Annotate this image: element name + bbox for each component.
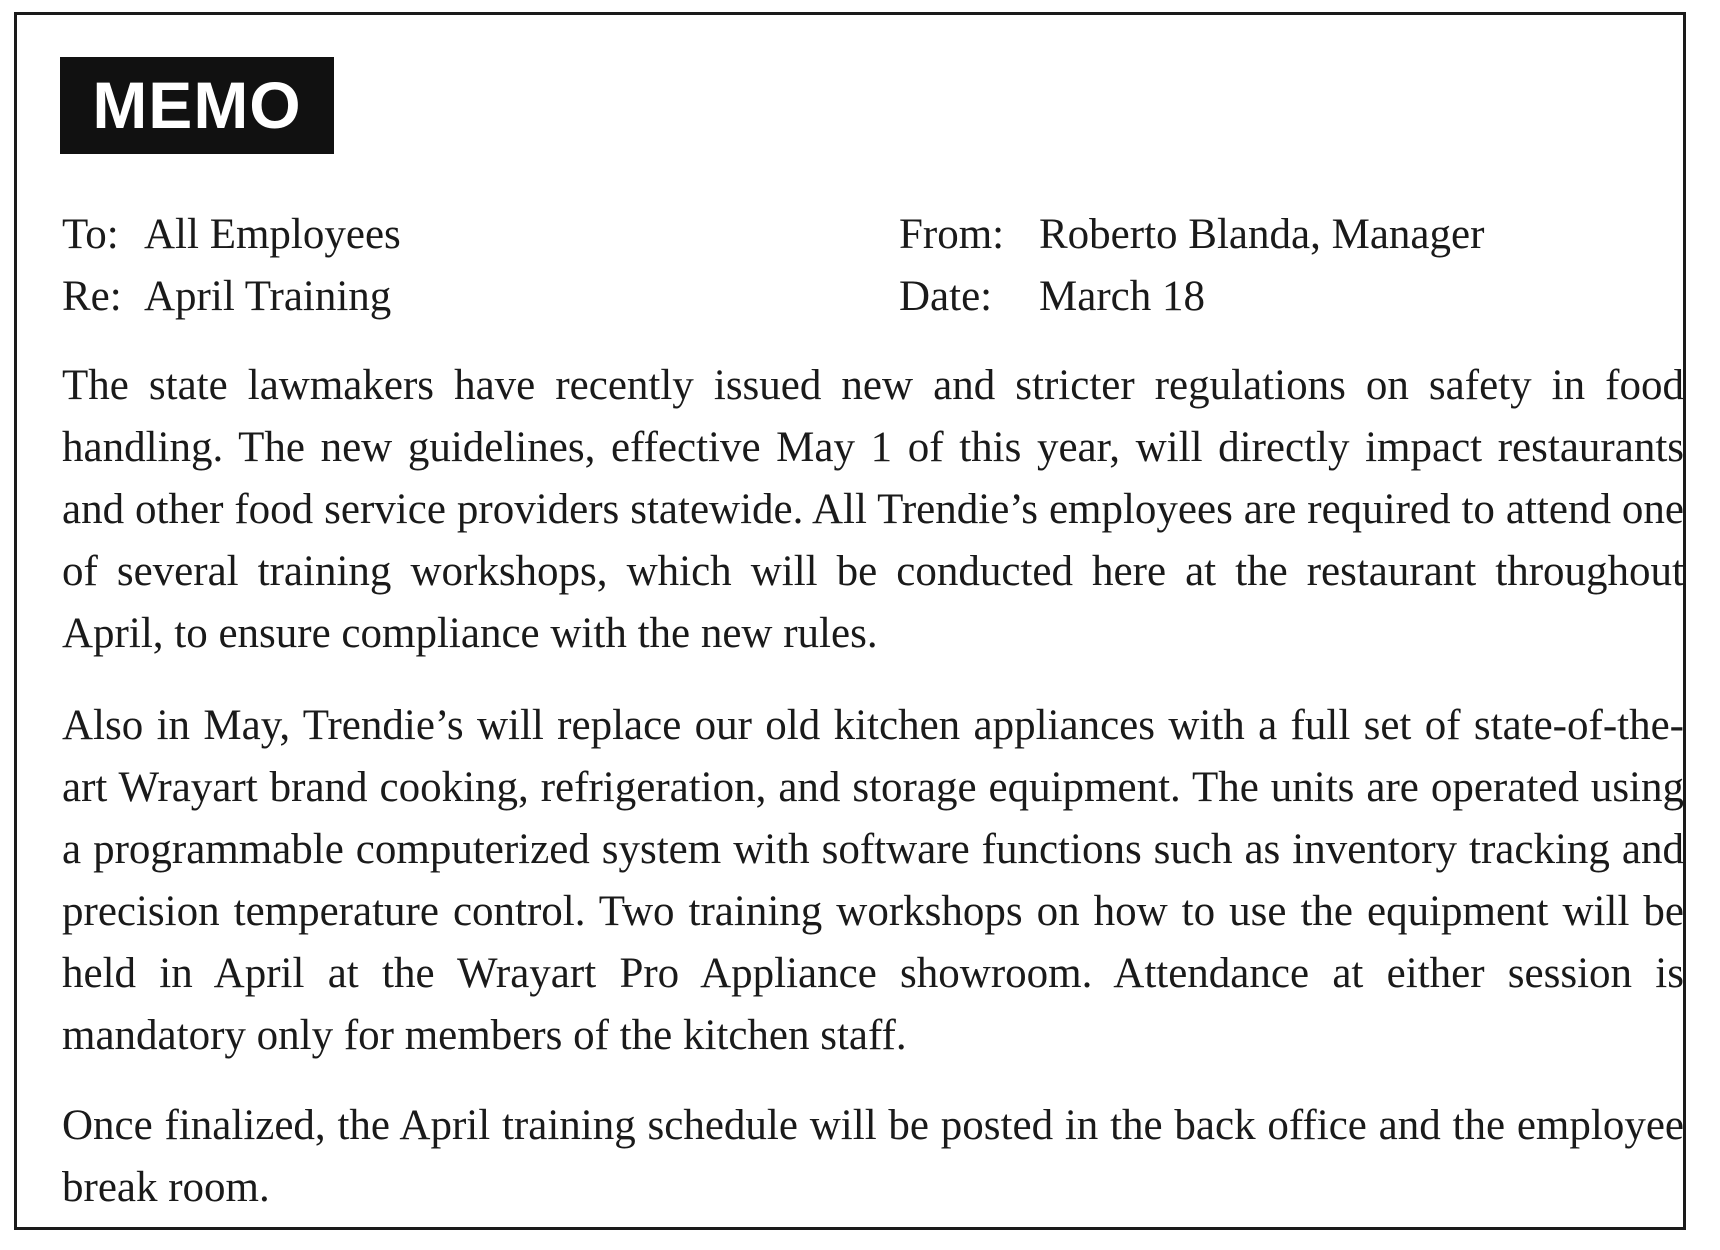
re-value: April Training bbox=[144, 273, 392, 320]
date-label: Date: bbox=[899, 273, 993, 320]
memo-title-badge: MEMO bbox=[60, 57, 334, 154]
memo-document bbox=[14, 12, 1686, 1230]
memo-paragraph-schedule: Once finalized, the April training schedule will be posted in the back office and the employee break room. bbox=[62, 1102, 1684, 1211]
to-label: To: bbox=[62, 211, 119, 258]
to-value: All Employees bbox=[144, 211, 401, 258]
re-label: Re: bbox=[62, 273, 122, 320]
from-value: Roberto Blanda, Manager bbox=[1039, 211, 1485, 258]
from-label: From: bbox=[899, 211, 1005, 258]
memo-paragraph-appliances: Also in May, Trendie’s will replace our old kitchen appliances with a full set of state-of-the-art Wrayart brand cooking, refrigeration, and storage equipment. The units are operated using a programmable computerized system with software functions such as inventory tracking and precision temperature control. Two training workshops on how to use the equipment will be held in April at the Wrayart Pro Appliance showroom. Attendance at either session is mandatory only for members of the kitchen staff. bbox=[62, 702, 1684, 1059]
date-value: March 18 bbox=[1039, 273, 1205, 320]
memo-paragraph-regulations: The state lawmakers have recently issued new and stricter regulations on safety in food handling. The new guidelines, effective May 1 of this year, will directly impact restaurants and other food service providers statewide. All Trendie’s employees are required to attend one of several training workshops, which will be conducted here at the restaurant throughout April, to ensure compliance with the new rules. bbox=[62, 362, 1684, 657]
